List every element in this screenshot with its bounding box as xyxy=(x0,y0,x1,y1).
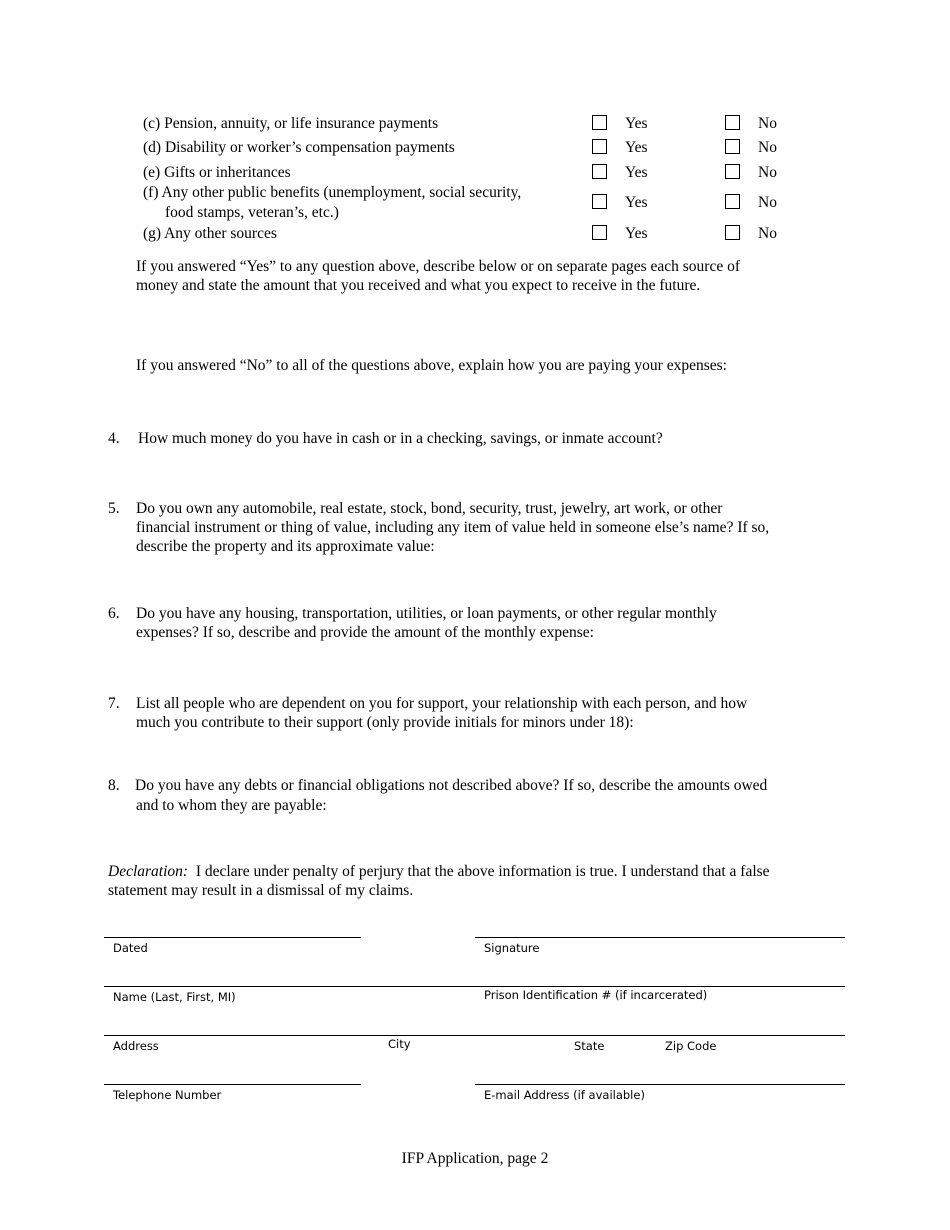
declaration-line2: statement may result in a dismissal of my claims. xyxy=(108,882,414,899)
yes-checkbox-f[interactable] xyxy=(592,194,607,209)
no-checkbox-d[interactable] xyxy=(725,139,740,154)
question-text-line3: describe the property and its approximate value: xyxy=(136,538,435,555)
declaration-label: Declaration: xyxy=(108,863,189,880)
no-instructions: If you answered “No” to all of the questions above, explain how you are paying your expenses: xyxy=(136,357,727,374)
declaration-text: I declare under penalty of perjury that the above information is true. I understand that a false xyxy=(195,863,770,880)
yes-checkbox-e[interactable] xyxy=(592,164,607,179)
no-checkbox-f[interactable] xyxy=(725,194,740,209)
no-label-c: No xyxy=(758,115,777,132)
yes-checkbox-g[interactable] xyxy=(592,225,607,240)
name-prison-id-line[interactable] xyxy=(104,986,845,987)
yes-checkbox-d[interactable] xyxy=(592,139,607,154)
question-number: 8. xyxy=(108,777,120,794)
income-source-label-e: (e) Gifts or inheritances xyxy=(143,164,291,181)
question-text-line1: List all people who are dependent on you for support, your relationship with each person, and how xyxy=(136,695,748,712)
income-source-label-f-line1: (f) Any other public benefits (unemployment, social security, xyxy=(143,184,522,201)
city-label: City xyxy=(388,1037,411,1051)
question-text-line2: much you contribute to their support (only provide initials for minors under 18): xyxy=(136,714,634,731)
email-label: E-mail Address (if available) xyxy=(484,1088,645,1102)
yes-label-f: Yes xyxy=(625,194,648,211)
address-line[interactable] xyxy=(104,1035,845,1036)
signature-label: Signature xyxy=(484,941,540,955)
declaration-line1 xyxy=(108,862,770,881)
yes-instructions-line1: If you answered “Yes” to any question above, describe below or on separate pages each source of xyxy=(136,258,741,275)
signature-line[interactable] xyxy=(475,937,845,938)
income-source-label-d: (d) Disability or worker’s compensation payments xyxy=(143,139,455,156)
dated-label: Dated xyxy=(113,941,148,955)
page-footer: IFP Application, page 2 xyxy=(401,1150,549,1167)
telephone-line[interactable] xyxy=(104,1084,361,1085)
no-label-e: No xyxy=(758,164,777,181)
question-text-line2: and to whom they are payable: xyxy=(136,797,327,814)
question-text-line2: financial instrument or thing of value, including any item of value held in someone else’s name? If so, xyxy=(136,519,770,536)
no-label-d: No xyxy=(758,139,777,156)
state-label: State xyxy=(574,1039,605,1053)
prison-id-label: Prison Identification # (if incarcerated) xyxy=(484,988,708,1002)
question-text-line1: Do you own any automobile, real estate, stock, bond, security, trust, jewelry, art work, or other xyxy=(136,500,723,517)
income-source-label-f-line2: food stamps, veteran’s, etc.) xyxy=(165,204,339,221)
question-number: 4. xyxy=(108,430,120,447)
yes-label-d: Yes xyxy=(625,139,648,156)
email-line[interactable] xyxy=(475,1084,845,1085)
question-text-line1: Do you have any housing, transportation, utilities, or loan payments, or other regular monthly xyxy=(136,605,717,622)
address-label: Address xyxy=(113,1039,159,1053)
question-number: 6. xyxy=(108,605,120,622)
income-source-label-g: (g) Any other sources xyxy=(143,225,277,242)
question-number: 7. xyxy=(108,695,120,712)
dated-line[interactable] xyxy=(104,937,361,938)
yes-checkbox-c[interactable] xyxy=(592,115,607,130)
no-checkbox-g[interactable] xyxy=(725,225,740,240)
question-number: 5. xyxy=(108,500,120,517)
no-label-f: No xyxy=(758,194,777,211)
yes-label-g: Yes xyxy=(625,225,648,242)
income-source-label-c: (c) Pension, annuity, or life insurance payments xyxy=(143,115,439,132)
no-checkbox-c[interactable] xyxy=(725,115,740,130)
question-text: How much money do you have in cash or in a checking, savings, or inmate account? xyxy=(138,430,663,447)
question-text-line1: Do you have any debts or financial obligations not described above? If so, describe the amounts owed xyxy=(135,777,768,794)
yes-instructions-line2: money and state the amount that you received and what you expect to receive in the future. xyxy=(136,277,701,294)
no-checkbox-e[interactable] xyxy=(725,164,740,179)
yes-label-e: Yes xyxy=(625,164,648,181)
question-text-line2: expenses? If so, describe and provide the amount of the monthly expense: xyxy=(136,624,594,641)
telephone-label: Telephone Number xyxy=(113,1088,222,1102)
yes-label-c: Yes xyxy=(625,115,648,132)
name-label: Name (Last, First, MI) xyxy=(113,990,236,1004)
no-label-g: No xyxy=(758,225,777,242)
zip-code-label: Zip Code xyxy=(665,1039,717,1053)
